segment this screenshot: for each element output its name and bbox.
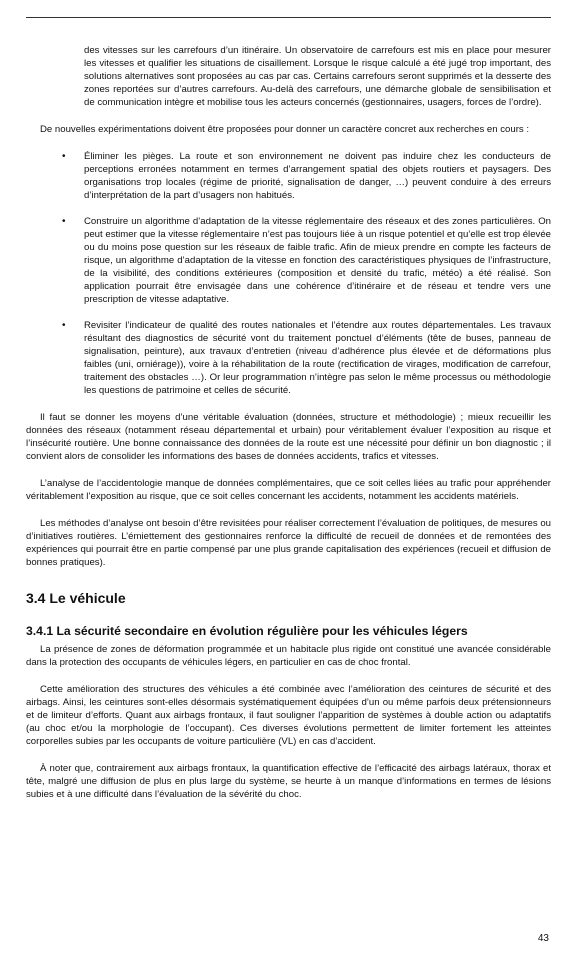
experiment-list xyxy=(26,150,551,397)
list-item xyxy=(26,319,551,397)
list-item-text: Éliminer les pièges. La route et son environnement ne doivent pas induire chez les conducteurs de perceptions erronées notamment en termes d’arrangement spatial des objets routiers et paysagers. Des organisations trop locales (régime de priorité, signalisation de danger, …) peuvent conduire à des erreurs d’interprétation de la part d’usagers non habitués. xyxy=(84,151,551,201)
bullet-icon: • xyxy=(62,320,66,331)
page-number: 43 xyxy=(537,933,549,944)
accidentologie-paragraph: L’analyse de l’accidentologie manque de données complémentaires, que ce soit celles liées au trafic pour appréhender véritablement l’exposition au risque, que ce soit celles concernant les accidents, notamment les accidents matériels. xyxy=(26,478,551,502)
list-item xyxy=(26,215,551,306)
page-content xyxy=(26,44,551,801)
subsection-heading: 3.4.1 La sécurité secondaire en évolution régulière pour les véhicules légers xyxy=(26,624,468,638)
list-item-text: Revisiter l’indicateur de qualité des routes nationales et l’étendre aux routes départementales. Les travaux résultant des diagnostics de sécurité vont du traitement ponctuel d’éléments (tête de buses, panneau de signalisation, peinture), aux travaux d’entretien (niveau d’adhérence plus élevée et de déformations plus faibles (uni, orniérage)), voire à la réhabilitation de la route (rectification de virages, modification de carrefour, traitement des obstacles …). Or leur programmation n’intègre pas selon le même processus ou méthodologie les questions de patrimoine et celles de sécurité. xyxy=(84,320,551,396)
vehicule-paragraph-1: La présence de zones de déformation programmée et un habitacle plus rigide ont constitué une avancée considérable dans la protection des occupants de véhicules légers, en particulier en cas de choc frontal. xyxy=(26,644,551,668)
vehicule-paragraph-2: Cette amélioration des structures des véhicules a été combinée avec l’amélioration des ceintures de sécurité et des airbags. Ainsi, les ceintures sont-elles désormais systématiquement équipées d’un ou même parfois deux prétensionneurs et de limiteur d’efforts. Quant aux airbags frontaux, il faut souligner l’apparition de systèmes à double action ou adaptatifs (au choc et/ou la morphologie de l’occupant). Ces diverses évolutions permettent de limiter fortement les atteintes corporelles subies par les occupants de voiture particulière (VL) en cas d’accident. xyxy=(26,684,551,747)
continued-paragraph: des vitesses sur les carrefours d’un itinéraire. Un observatoire de carrefours est mis en place pour mesurer les vitesses et qualifier les situations de cisaillement. Lorsque le risque calculé a été jugé trop important, des solutions alternatives sont proposées au cas par cas. Certains carrefours seront supprimés et la desserte des zones reportées sur d’autres carrefours. Au-delà des carrefours, une démarche globale de sensibilisation et de communication intègre et mobilise tous les acteurs concernés (gestionnaires, usagers, forces de l’ordre). xyxy=(84,45,551,108)
methodes-paragraph: Les méthodes d’analyse ont besoin d’être revisitées pour réaliser correctement l’évaluation de politiques, de mesures ou d’initiatives routières. L’émiettement des gestionnaires renforce la difficulté de recueil de données et de remontées des expériences qui pourrait être en partie compensé par une plus grande capitalisation des expériences (recueil et diffusion de bonnes pratiques). xyxy=(26,518,551,568)
section-heading: 3.4 Le véhicule xyxy=(26,590,126,606)
bullet-icon: • xyxy=(62,216,66,227)
vehicule-paragraph-3: À noter que, contrairement aux airbags frontaux, la quantification effective de l’efficacité des airbags latéraux, thorax et tête, malgré une diffusion de plus en plus large du système, se heurte à un manque d’informations en termes de lésions subies et à une difficulté dans l’évaluation de la sévérité du choc. xyxy=(26,763,551,800)
list-item-text: Construire un algorithme d’adaptation de la vitesse réglementaire des réseaux et des zones particulières. On peut estimer que la vitesse réglementaire n’est pas toujours liée à un risque potentiel et qu’elle est trop élevée ou du moins pose question sur les réseaux de faible trafic. Afin de mieux prendre en compte les facteurs de risque, un algorithme d’adaptation de la vitesse en fonction des caractéristiques physiques de l’infrastructure, de la visibilité, des conditions extérieures (composition et densité du trafic, météo) a été réalisé. Son application pourrait être envisagée dans une cohérence d’itinéraire et de réseau et tendre vers une prescription de vitesse adaptative. xyxy=(84,216,551,305)
evaluation-paragraph: Il faut se donner les moyens d’une véritable évaluation (données, structure et méthodologie) ; mieux recueillir les données des réseaux (notamment réseau départemental et urbain) pour véritablement évaluer l’exposition au risque et l’insécurité routière. Une bonne connaissance des données de la route est une nécessité pour définir un bon diagnostic ; il convient alors de consolider les informations des bases de données accidents, trafics et vitesses. xyxy=(26,412,551,462)
list-item xyxy=(26,150,551,202)
intro-paragraph: De nouvelles expérimentations doivent être proposées pour donner un caractère concret aux recherches en cours : xyxy=(40,124,530,135)
bullet-icon: • xyxy=(62,151,66,162)
header-rule xyxy=(26,17,551,18)
